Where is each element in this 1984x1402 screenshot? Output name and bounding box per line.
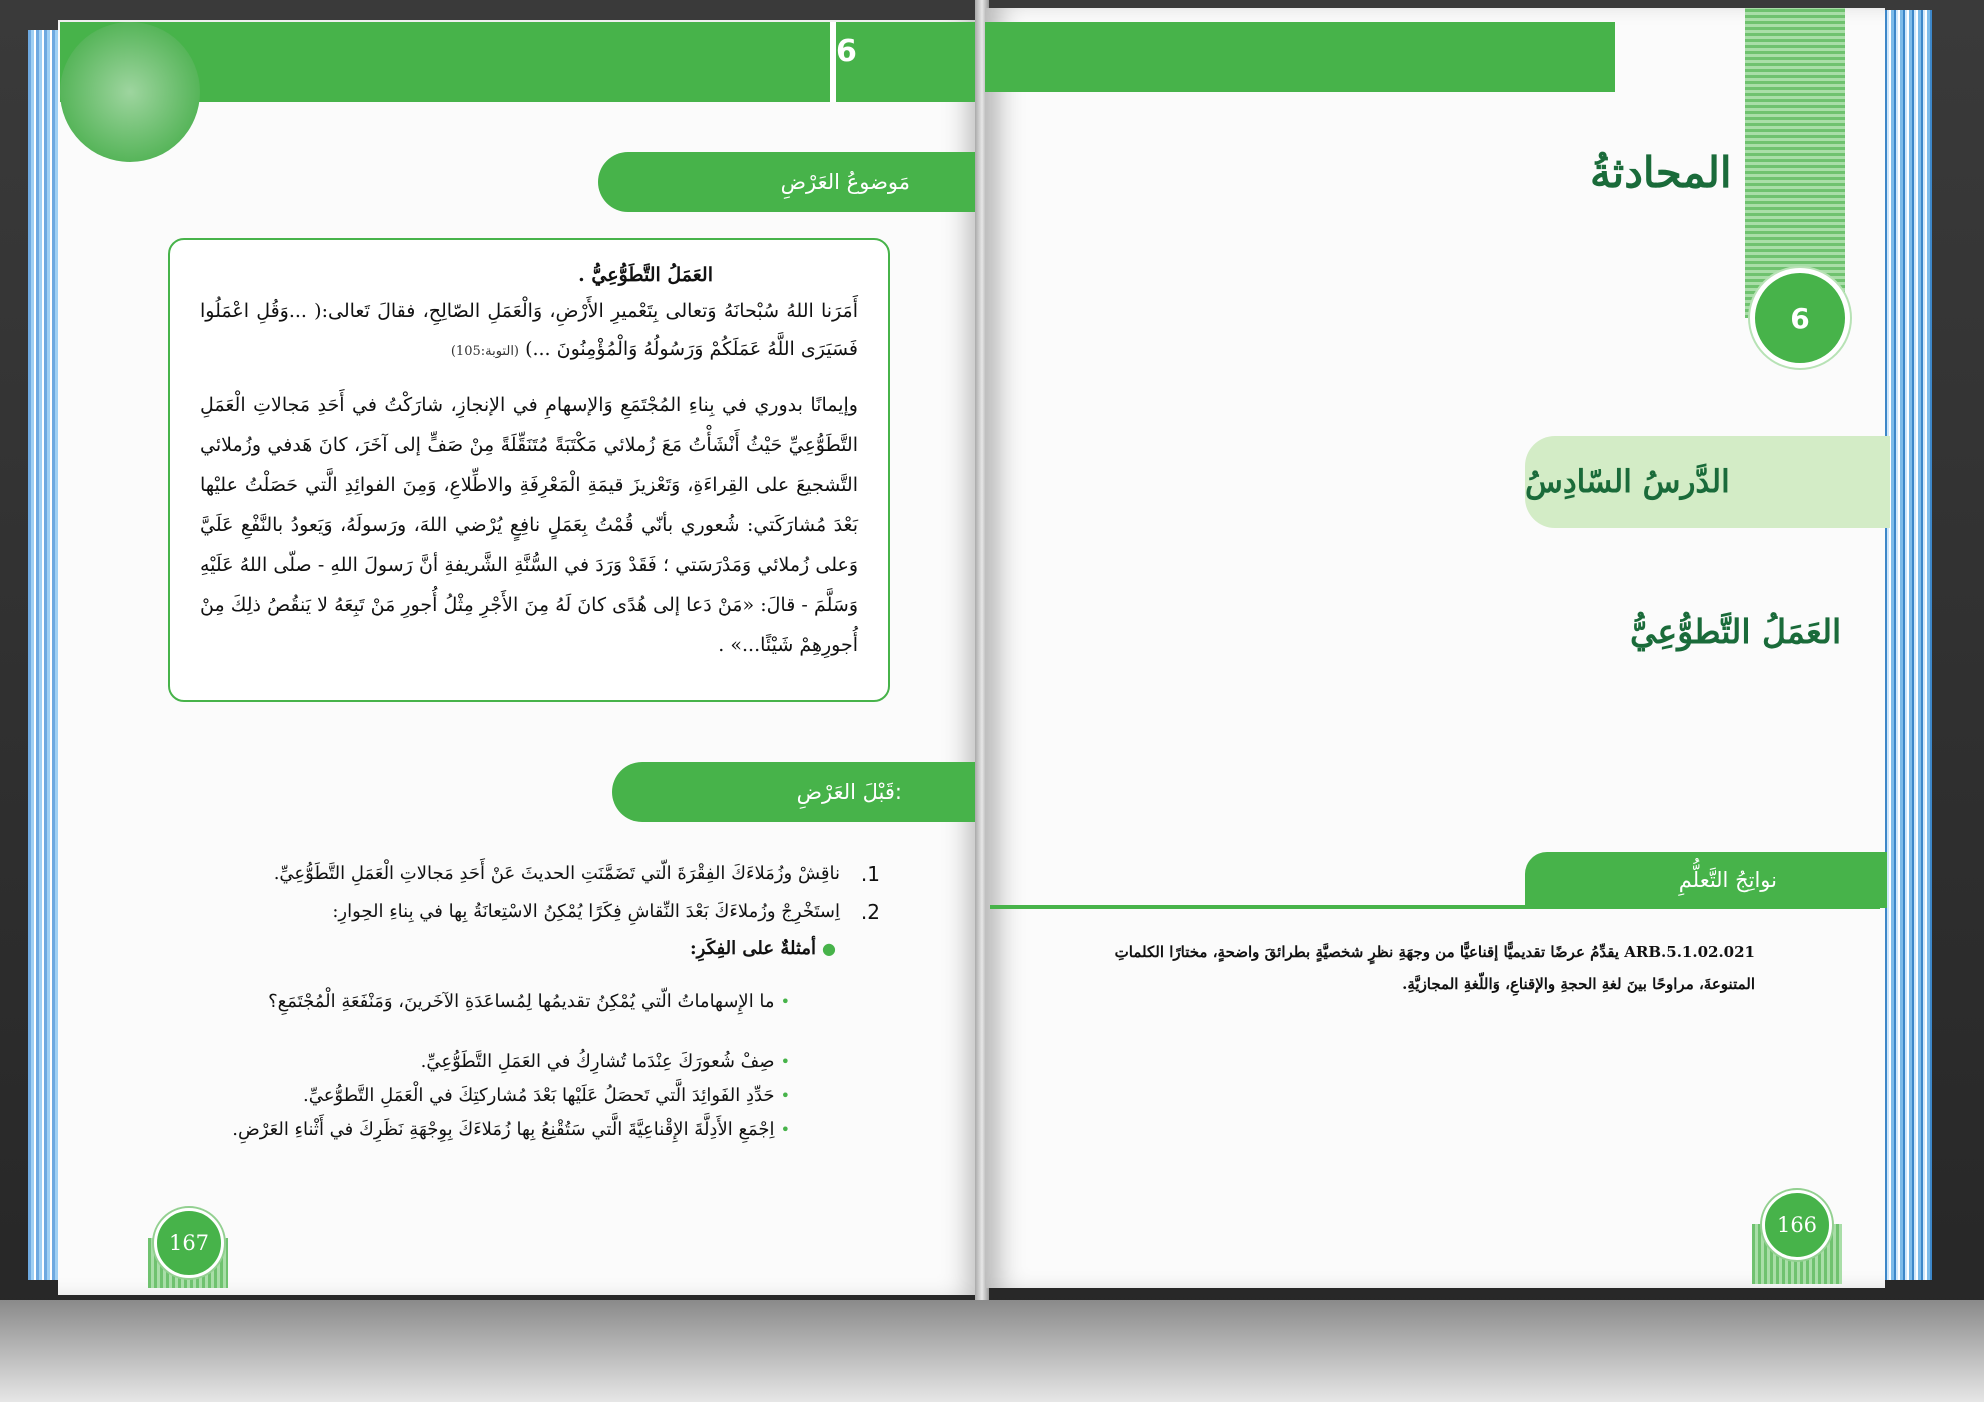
learning-outcome-text: ARB.5.1.02.021 يقدِّمُ عرضًا تقديميًّا إقناعيًّا من وجهَةِ نظرٍ شخصيَّةٍ بطرائقَ واضحةٍ، مختارًا الكلماتِ المتنوعةَ، مراوحًا بينَ لغةِ الحجةِ والإقناعِ، وَاللّغةِ المجازيَّةِ.: [1114, 943, 1755, 993]
right-header-band: [985, 22, 1615, 92]
quran-citation: (التوبة:105): [450, 344, 520, 359]
question-item: [220, 893, 880, 931]
unit-number-top: 6: [836, 34, 857, 69]
bullet-icon: •: [780, 1120, 790, 1139]
lesson-label: الدَّرسُ السّادِسُ: [1525, 436, 1890, 528]
bullet-icon: •: [780, 1052, 790, 1071]
example-text: ما الإِسهاماتُ الّتي يُمْكِنُ تقديمُها لِمُساعَدَةِ الآخَرينَ، وَمَنْفَعَةِ الْمُجْتَمَعِ؟: [268, 991, 775, 1012]
example-text: حَدِّدِ الفَوائِدَ الَّتي تَحصَلُ عَلَيْها بَعْدَ مُشاركتِكَ في الْعَمَلِ التَّطوُّعيِّ.: [302, 1085, 775, 1106]
question-number: 2.: [860, 900, 880, 924]
questions-list: [220, 855, 880, 931]
book-edge-right: [1880, 10, 1932, 1280]
topic-heading: مَوضوعُ العَرْضِ: [598, 152, 990, 212]
examples-heading-text: أمثلةٌ على الفِكَرِ:: [690, 938, 817, 959]
bullet-icon: •: [780, 1086, 790, 1105]
outcomes-divider: [990, 905, 1880, 909]
section-title: المحادثةُ: [1590, 148, 1732, 197]
quran-quote: أَمَرَنا اللهُ سُبْحانَهُ وَتعالى بِتَعْميرِ الأَرْضِ، وَالْعَمَلِ الصّالِحِ، فقالَ تَعالى:( ...وَقُلِ اعْمَلُوا فَسَيَرَى اللَّهُ عَمَلَكُمْ وَرَسُولُهُ وَالْمُؤْمِنُونَ ...): [200, 300, 858, 360]
box-paragraph-1: [200, 292, 858, 371]
box-title: العَمَلُ التَّطَوُّعِيُّ .: [578, 264, 713, 286]
examples-heading: [690, 938, 836, 959]
before-presentation-heading: قَبْلَ العَرْضِ:: [612, 762, 982, 822]
question-item: [220, 855, 880, 893]
lesson-title: العَمَلُ التَّطوُّعِيُّ: [1630, 612, 1842, 651]
box-paragraph-2: وإيمانًا بدوري في بِناءِ المُجْتَمَعِ وَالإسهامِ في الإنجازِ، شارَكْتُ في أَحَدِ مَجالاتِ الْعَمَلِ التَّطَوُّعِيِّ حَيْثُ أَنْشَأْتُ مَعَ زُملائي مَكْتَبَةً مُتَنَقِّلَةً مِنْ صَفٍّ إلى آخَرَ، كانَ هَدفي وزُملائي التَّشجيعَ على القِراءَةِ، وَتَعْزيزَ قيمَةِ الْمَعْرِفَةِ والاطِّلاعِ، وَمِنَ الفوائِدِ الَّتي حَصَلْتُ عليْها بَعْدَ مُشارَكَتي: شُعوري بأنّي قُمْتُ بِعَمَلٍ نافِعٍ يُرْضي اللهَ، ورَسولَهُ، وَيَعودُ بالنَّفْعِ عَلَيَّ وَعلى زُملائي وَمَدْرَسَتي ؛ فَقَدْ وَرَدَ في السُّنَّةِ الشَّريفةِ أنَّ رَسولَ اللهِ - صلّى اللهُ عَلَيْهِ وَسَلَّمَ - قالَ: «مَنْ دَعا إلى هُدًى كانَ لَهُ مِنَ الأَجْرِ مِثْلُ أُجورِ مَنْ تَبِعَهُ لا يَنقُصُ ذلِكَ مِنْ أُجورِهِمْ شَيْئًا...» .: [200, 394, 858, 656]
page-number-right: 166: [1762, 1190, 1832, 1260]
question-text: ناقِشْ وزُمَلاءَكَ الفِقْرَةَ الّتي تَضَمَّنَتِ الحديثَ عَنْ أَحَدِ مَجالاتِ الْعَمَلِ التَّطَوُّعِيِّ.: [273, 863, 840, 884]
scanner-bed: [0, 1300, 1984, 1402]
learning-outcomes-heading: نواتِجُ التَّعلُّمِ: [1525, 852, 1887, 908]
examples-list: [220, 985, 790, 1147]
question-text: اِستَخْرِجْ وزُملاءَكَ بَعْدَ النِّقاشِ فِكَرًا يُمْكِنُ الاسْتِعانَةُ بِها في بِناءِ الحِوارِ:: [332, 901, 840, 922]
bullet-icon: ●: [822, 939, 836, 958]
example-text: اِجْمَعِ الأَدِلَّةَ الإِقْناعِيَّةَ الَّتي سَتُقْنِعُ بِها زُمَلاءَكَ بِوِجْهَةِ نَظَرِكَ في أَثْناءِ العَرْضِ.: [232, 1119, 775, 1140]
book-edge-left: [28, 30, 60, 1280]
example-item: [220, 1113, 790, 1147]
bullet-icon: •: [780, 992, 790, 1011]
example-text: صِفْ شُعورَكَ عِنْدَما تُشارِكُ في العَمَلِ التَّطَوُّعِيِّ.: [420, 1051, 775, 1072]
example-item: [220, 985, 790, 1019]
example-item: [220, 1079, 790, 1113]
header-circle-decoration: [60, 22, 200, 162]
page-number-left: 167: [154, 1208, 224, 1278]
example-item: [220, 1045, 790, 1079]
lesson-number-badge: 6: [1750, 268, 1850, 368]
reading-text-box: [168, 238, 890, 702]
question-number: 1.: [860, 862, 880, 886]
